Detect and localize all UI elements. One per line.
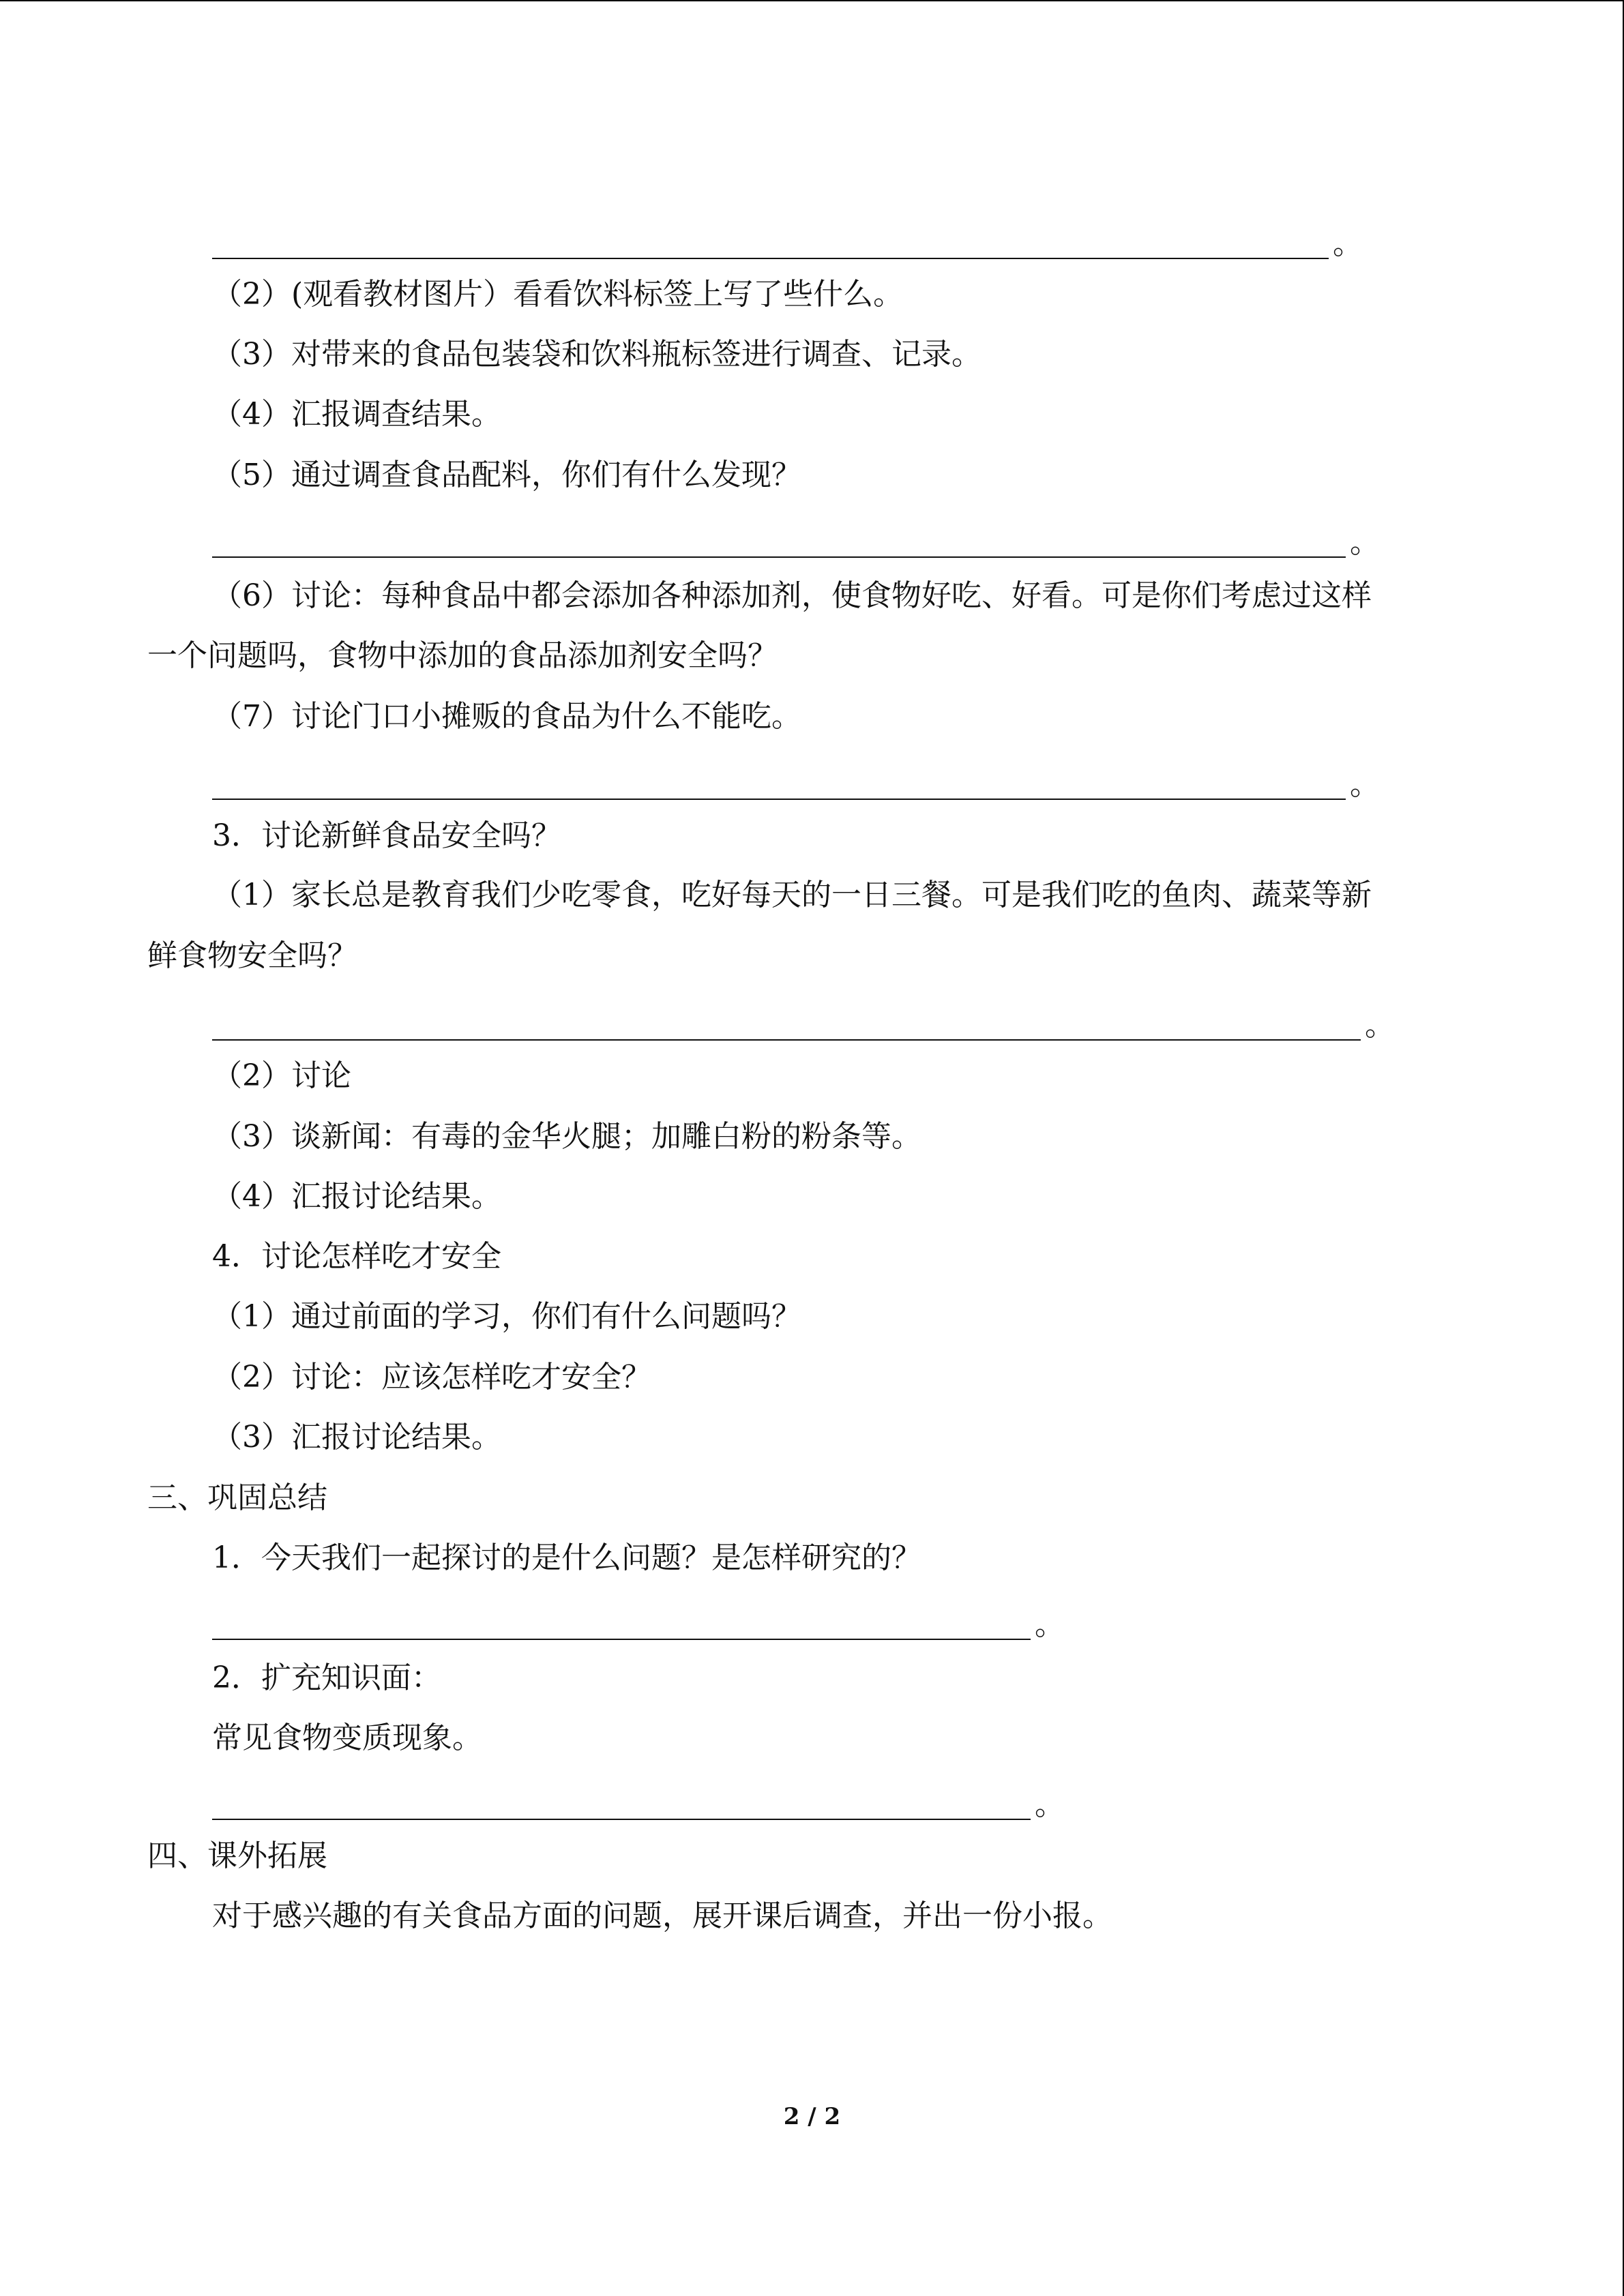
blank-period: 。 — [1035, 1607, 1065, 1642]
item-3-news: （3）谈新闻：有毒的金华火腿；加雕白粉的粉条等。 — [212, 1119, 921, 1154]
summary-item-2: 2．扩充知识面： — [212, 1660, 441, 1695]
item-2-discuss: （2）讨论 — [212, 1058, 351, 1093]
answer-line — [212, 556, 1346, 558]
answer-line — [212, 258, 1329, 259]
blank-period: 。 — [1350, 525, 1380, 560]
part-3-title: 三、巩固总结 — [147, 1480, 327, 1515]
answer-line — [212, 1819, 1031, 1820]
item-3-text: （3）对带来的食品包装袋和饮料瓶标签进行调查、记录。 — [212, 337, 981, 372]
section-3-heading: 3．讨论新鲜食品安全吗？ — [212, 818, 561, 853]
item-4-text: （4）汇报调查结果。 — [212, 397, 501, 432]
item-1-question: （1）通过前面的学习，你们有什么问题吗？ — [212, 1299, 801, 1334]
blank-period: 。 — [1333, 226, 1363, 261]
blank-period: 。 — [1035, 1787, 1065, 1822]
item-2-text: （2）(观看教材图片）看看饮料标签上写了些什么。 — [212, 277, 904, 312]
item-2-safe-eat: （2）讨论：应该怎样吃才安全？ — [212, 1360, 651, 1395]
item-7-text: （7）讨论门口小摊贩的食品为什么不能吃。 — [212, 699, 801, 734]
summary-item-2-detail: 常见食物变质现象。 — [212, 1720, 482, 1755]
summary-item-1: 1．今天我们一起探讨的是什么问题？是怎样研究的？ — [212, 1540, 921, 1575]
blank-period: 。 — [1350, 767, 1380, 802]
item-4-report: （4）汇报讨论结果。 — [212, 1179, 501, 1214]
section-4-heading: 4．讨论怎样吃才安全 — [212, 1239, 501, 1274]
blank-period: 。 — [1365, 1008, 1395, 1043]
extension-text: 对于感兴趣的有关食品方面的问题，展开课后调查，并出一份小报。 — [212, 1898, 1112, 1933]
answer-line — [212, 1639, 1031, 1640]
item-3-report: （3）汇报讨论结果。 — [212, 1420, 501, 1455]
item-1-text-line2: 鲜食物安全吗？ — [147, 938, 357, 973]
item-1-text-line1: （1）家长总是教育我们少吃零食，吃好每天的一日三餐。可是我们吃的鱼肉、蔬菜等新 — [212, 878, 1372, 912]
item-5-text: （5）通过调查食品配料，你们有什么发现？ — [212, 458, 801, 492]
item-6-text-line2: 一个问题吗，食物中添加的食品添加剂安全吗？ — [147, 638, 778, 673]
part-4-title: 四、课外拓展 — [147, 1838, 327, 1873]
page-number: 2 / 2 — [783, 2103, 841, 2130]
answer-line — [212, 799, 1346, 800]
answer-line — [212, 1039, 1361, 1041]
item-6-text-line1: （6）讨论：每种食品中都会添加各种添加剂，使食物好吃、好看。可是你们考虑过这样 — [212, 578, 1372, 613]
